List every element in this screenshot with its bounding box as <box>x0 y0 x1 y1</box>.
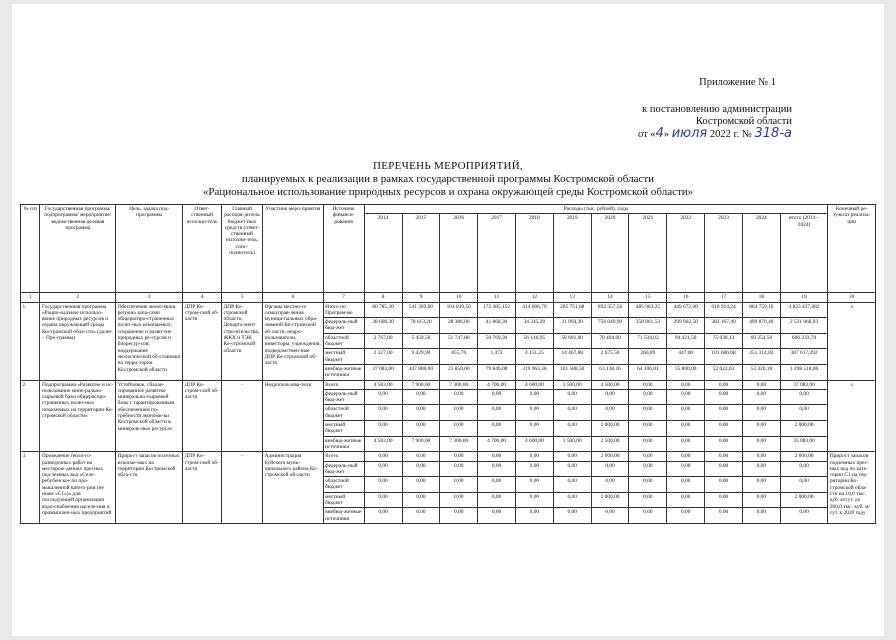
row-value: 0,00 <box>364 461 402 477</box>
row-value: 0,00 <box>440 389 478 405</box>
row-value: 2 675,50 <box>591 349 629 365</box>
row-value: 0,00 <box>742 421 780 437</box>
resolution-number-handwritten: 318-а <box>754 126 792 141</box>
row-manager: - <box>222 452 263 524</box>
row-value: 63 138,16 <box>591 364 629 380</box>
row-source: областной бюджет <box>323 405 364 421</box>
header-year: 2021 <box>629 214 667 293</box>
row-value: 0,00 <box>553 389 591 405</box>
row-value: 0,00 <box>742 492 780 508</box>
row-value: 0,00 <box>591 477 629 493</box>
row-value: 28 386,00 <box>440 318 478 334</box>
header-program: Государственная программа/ подпрограмма/ мероприятие/ ведомственная целевая программа <box>40 205 116 293</box>
row-program: Проведение геоло-го-разведочных работ на месторож-дениях пресных под-земных вод «Селе-ребубенское по про-мышленной катего-рии (не ниже «C1»)» для последующей организации водо-снабжения населе-ния и промышлен-ных предприятий <box>40 452 116 524</box>
row-value: 14 467,88 <box>553 349 591 365</box>
column-number: 14 <box>591 293 629 302</box>
row-value: 50 769,30 <box>478 333 516 349</box>
column-number: 2 <box>40 293 116 302</box>
row-value: 0,00 <box>515 389 553 405</box>
column-number: 11 <box>478 293 516 302</box>
header-year: 2015 <box>402 214 440 293</box>
row-value: 53 320,18 <box>742 364 780 380</box>
header-result: Конечный ре-зультат реализа-ции <box>828 205 876 293</box>
row-value: 9 429,90 <box>402 349 440 365</box>
column-number: 4 <box>183 293 222 302</box>
row-value: 0,00 <box>629 477 667 493</box>
row-source: внебюд-жетные источники <box>323 364 364 380</box>
row-value: 260,89 <box>629 349 667 365</box>
column-number: 13 <box>553 293 591 302</box>
document-page <box>12 4 884 636</box>
row-value: 64 106,81 <box>629 364 667 380</box>
row-value: 485 963,25 <box>629 302 667 318</box>
row-value: 251 314,02 <box>742 349 780 365</box>
row-value: 2 000,00 <box>591 421 629 437</box>
column-number: 12 <box>515 293 553 302</box>
row-source: федераль-ный бюд-жет <box>323 318 364 334</box>
row-source: областной бюджет <box>323 477 364 493</box>
header-year: 2014 <box>364 214 402 293</box>
column-number: 6 <box>263 293 324 302</box>
row-value: 56 146,95 <box>515 333 553 349</box>
row-value: 0,00 <box>591 405 629 421</box>
row-value: 0,00 <box>705 452 743 461</box>
row-value: 0,00 <box>667 389 705 405</box>
row-value: 0,00 <box>402 461 440 477</box>
row-value: 0,00 <box>478 508 516 524</box>
row-value: 0,00 <box>742 405 780 421</box>
resolution-line-2: Костромской области <box>695 116 792 127</box>
row-value: 0,00 <box>591 389 629 405</box>
row-value: 0,00 <box>629 421 667 437</box>
row-value: 2 531 068,03 <box>780 318 828 334</box>
row-value: 0,00 <box>742 389 780 405</box>
row-value: 205 751,68 <box>553 302 591 318</box>
row-value: 34 345,20 <box>515 318 553 334</box>
row-value: 0,00 <box>515 461 553 477</box>
row-responsible: ДПР Ко-стром-ской об-ласти <box>183 380 222 452</box>
row-value: 2 327,00 <box>364 349 402 365</box>
row-manager: ДПР Ко-стромской области, Департа-мент стро-ительства, ЖКХ и ТЭК Ко-стромской области <box>222 302 263 380</box>
row-value: 0,00 <box>629 436 667 452</box>
row-value: 75 038,13 <box>705 333 743 349</box>
row-value: 382 167,40 <box>705 318 743 334</box>
row-value: 101 686,68 <box>705 349 743 365</box>
header-goal: Цель, задача под-программы <box>116 205 183 293</box>
row-value: 0,00 <box>478 421 516 437</box>
row-value: 0,00 <box>478 477 516 493</box>
row-value: 78 613,20 <box>402 318 440 334</box>
column-number: 7 <box>323 293 364 302</box>
row-value: 0,00 <box>742 452 780 461</box>
row-value: 0,00 <box>402 389 440 405</box>
header-year: 2020 <box>591 214 629 293</box>
row-value: 5 459,50 <box>402 333 440 349</box>
row-value: 0,00 <box>629 380 667 389</box>
row-value: 2 000,00 <box>780 421 828 437</box>
row-value: 0,00 <box>515 508 553 524</box>
column-number-row <box>21 293 876 302</box>
document-title <box>12 160 884 199</box>
row-value: 0,00 <box>364 421 402 437</box>
row-value: 0,00 <box>440 461 478 477</box>
row-value: 0,00 <box>705 405 743 421</box>
row-number: 3. <box>21 452 40 524</box>
row-value: 0,00 <box>402 477 440 493</box>
row-value: 172 485,152 <box>478 302 516 318</box>
row-value: 2 767,00 <box>364 333 402 349</box>
row-value: 35 083,00 <box>780 436 828 452</box>
column-number: 19 <box>780 293 828 302</box>
row-value: 449 672,00 <box>667 302 705 318</box>
row-value: 101 588,50 <box>553 364 591 380</box>
title-line-2: планируемых к реализации в рамках государственной программы Костромской области <box>241 173 655 185</box>
measures-table <box>20 204 876 524</box>
row-value: 0,00 <box>364 452 402 461</box>
row-value: 2 000,00 <box>591 452 629 461</box>
table-row <box>21 302 876 318</box>
row-value: 0,00 <box>705 477 743 493</box>
row-value: 41 868,30 <box>478 318 516 334</box>
title-line-3: «Рациональное использование природных ресурсов и охрана окружающей среды Костромской области» <box>202 186 694 198</box>
row-value: 0,00 <box>440 452 478 461</box>
row-value: 4 600,00 <box>515 380 553 389</box>
row-value: 58 601,00 <box>553 333 591 349</box>
row-value: 0,00 <box>478 452 516 461</box>
row-participants: Администрация Буйского муни-ципального района Ко-стромской об-ласти <box>263 452 324 524</box>
row-value: 892 357,56 <box>591 302 629 318</box>
row-value: 541 302,60 <box>402 302 440 318</box>
row-value: 0,00 <box>553 452 591 461</box>
column-number: 15 <box>629 293 667 302</box>
row-value: 0,00 <box>667 421 705 437</box>
row-value: 0,00 <box>667 405 705 421</box>
table-body <box>21 302 876 523</box>
row-value: 37 083,00 <box>364 364 402 380</box>
row-value: 70 494,00 <box>591 333 629 349</box>
row-value: 4 583,00 <box>364 436 402 452</box>
row-value: 0,00 <box>667 477 705 493</box>
row-value: 51 747,80 <box>440 333 478 349</box>
row-value: 4 700,00 <box>478 380 516 389</box>
row-value: 0,00 <box>402 421 440 437</box>
header-expenses: Расходы (тыс. рублей), годы <box>364 205 828 214</box>
row-value: 52 022,03 <box>705 364 743 380</box>
row-source: федераль-ный бюд-жет <box>323 389 364 405</box>
row-value: 864 759,10 <box>742 302 780 318</box>
header-year: 2018 <box>515 214 553 293</box>
header-participants: Участник меро-приятия <box>263 205 324 293</box>
row-value: 79 846,08 <box>478 364 516 380</box>
row-value: 0,00 <box>553 421 591 437</box>
column-number: 8 <box>364 293 402 302</box>
date-month-handwritten: июля <box>671 126 708 141</box>
row-value: 4 151,25 <box>515 349 553 365</box>
row-result: Прирост запасов подземных прес-ных вод по кате-гории C1 на тер-ритории Ко-стромской обла-сти на 10,0 тыс. куб. м/сут. до 360,0 тыс. куб. м/сут. к 2020 году <box>828 452 876 524</box>
header-year: 2017 <box>478 214 516 293</box>
column-number: 5 <box>222 293 263 302</box>
row-value: 0,00 <box>780 508 828 524</box>
row-value: 0,00 <box>667 452 705 461</box>
date-day-handwritten: 4 <box>655 126 664 141</box>
row-value: 37 083,00 <box>780 380 828 389</box>
row-value: 0,00 <box>780 461 828 477</box>
row-responsible: ДПР Ко-стром-ской об-ласти <box>183 302 222 380</box>
date-year: 2022 г. № <box>709 129 752 140</box>
row-value: 0,00 <box>478 492 516 508</box>
row-value: 0,00 <box>515 477 553 493</box>
row-value: 0,00 <box>780 405 828 421</box>
row-value: 299 003,50 <box>667 318 705 334</box>
column-number: 20 <box>828 293 876 302</box>
row-goal: Прирост запасов полезных ископае-мых на территории Костромской обла-сти <box>116 452 183 524</box>
row-program: Подпрограмма «Развитие и ис-пользование мине-рально-сырьевой базы общераспро-страненных полез-ных ископаемых на территории Ко-стромской области» <box>40 380 116 452</box>
row-value: 4 700,00 <box>478 436 516 452</box>
column-number: 17 <box>705 293 743 302</box>
row-value: 0,00 <box>402 508 440 524</box>
row-value: 0,00 <box>478 461 516 477</box>
row-value: 0,00 <box>402 405 440 421</box>
date-prefix: от « <box>637 129 656 140</box>
row-value: 23 850,00 <box>440 364 478 380</box>
row-value: 2 000,00 <box>591 492 629 508</box>
row-value: 0,00 <box>402 452 440 461</box>
row-value: 2 500,00 <box>591 436 629 452</box>
header-year: 2022 <box>667 214 705 293</box>
header-year: 2016 <box>440 214 478 293</box>
row-value: 80 785,30 <box>364 302 402 318</box>
column-number: 1 <box>21 293 40 302</box>
row-value: 1 298 518,06 <box>780 364 828 380</box>
row-value: 0,00 <box>629 389 667 405</box>
row-value: 0,00 <box>742 461 780 477</box>
row-value: 0,00 <box>705 436 743 452</box>
row-value: 7 300,00 <box>440 436 478 452</box>
row-value: 319 963,30 <box>515 364 553 380</box>
row-value: 0,00 <box>591 508 629 524</box>
row-manager: - <box>222 380 263 452</box>
header-total: итого (2014 – 2024) <box>780 214 828 293</box>
row-value: 0,00 <box>440 492 478 508</box>
row-source: Всего <box>323 452 364 461</box>
row-value: 0,00 <box>478 389 516 405</box>
row-value: 0,00 <box>667 508 705 524</box>
row-value: 1,472 <box>478 349 516 365</box>
column-number: 3 <box>116 293 183 302</box>
column-number: 18 <box>742 293 780 302</box>
row-value: 0,00 <box>629 452 667 461</box>
row-source: областной бюджет <box>323 333 364 349</box>
resolution-block <box>592 104 792 141</box>
row-value: 0,00 <box>515 452 553 461</box>
row-value: 0,00 <box>742 436 780 452</box>
row-value: 4 583,00 <box>364 380 402 389</box>
row-value: 0,00 <box>402 492 440 508</box>
row-value: 0,00 <box>440 405 478 421</box>
row-source: Итого по Програм-ме <box>323 302 364 318</box>
row-value: 0,00 <box>780 477 828 493</box>
row-value: 38 608,30 <box>364 318 402 334</box>
row-value: 0,00 <box>705 389 743 405</box>
date-mid: » <box>663 129 670 140</box>
row-program: Государственная программа «Рацио-нальное использо-вание природных ресурсов и охрана окружающей среды Костромской обла-сти» (далее – Про-грамма) <box>40 302 116 380</box>
row-source: местный бюджет <box>323 492 364 508</box>
row-value: 71 534,02 <box>629 333 667 349</box>
row-value: 104 839,50 <box>440 302 478 318</box>
row-value: 0,00 <box>705 421 743 437</box>
row-source: местный бюджет <box>323 349 364 365</box>
header-manager: Главный распоря-дитель бюджет-ных средств (ответ-ственный исполни-тель, соис-полнитель) <box>222 205 263 293</box>
row-value: 0,00 <box>705 380 743 389</box>
row-value: 0,00 <box>364 492 402 508</box>
row-number: 1. <box>21 302 40 380</box>
row-value: 0,00 <box>742 477 780 493</box>
row-source: местный бюджет <box>323 421 364 437</box>
row-value: 7 900,00 <box>402 380 440 389</box>
row-value: 0,00 <box>440 477 478 493</box>
row-value: 0,00 <box>629 405 667 421</box>
row-value: 2 000,00 <box>780 492 828 508</box>
row-value: 447,00 <box>667 349 705 365</box>
table-row <box>21 380 876 389</box>
row-value: 0,00 <box>440 508 478 524</box>
row-responsible: ДПР Ко-стром-ской об-ласти <box>183 452 222 524</box>
row-value: 3 500,00 <box>553 380 591 389</box>
row-value: 0,00 <box>667 492 705 508</box>
column-number: 9 <box>402 293 440 302</box>
row-value: 0,00 <box>742 380 780 389</box>
row-value: 0,00 <box>591 461 629 477</box>
row-value: 0,00 <box>364 477 402 493</box>
row-value: 0,00 <box>629 508 667 524</box>
row-value: 447 800,00 <box>402 364 440 380</box>
header-year: 2023 <box>705 214 743 293</box>
row-value: 0,00 <box>515 492 553 508</box>
table-row <box>21 452 876 461</box>
row-value: 0,00 <box>780 389 828 405</box>
column-number: 10 <box>440 293 478 302</box>
row-value: 387 617,292 <box>780 349 828 365</box>
row-value: 4 600,00 <box>515 436 553 452</box>
row-value: 0,00 <box>742 508 780 524</box>
row-participants: Недропользова-тели <box>263 380 324 452</box>
row-value: 4 823 437,082 <box>780 302 828 318</box>
row-value: 3 500,00 <box>553 436 591 452</box>
row-value: 0,00 <box>667 380 705 389</box>
row-goal: Обеспечение эконо-мики региона запа-сами общераспро-страненных полез-ных ископаемых; сохранение и разви-тие природных ре-сурсов и биоресур-сов; поддержание экологической об-становки на терри-тории Костромской области <box>116 302 183 380</box>
row-value: 606 233,70 <box>780 333 828 349</box>
row-value: 756 049,90 <box>591 318 629 334</box>
row-value: 0,00 <box>553 508 591 524</box>
row-value: 350 061,53 <box>629 318 667 334</box>
row-value: 0,00 <box>705 461 743 477</box>
row-value: 94 421,50 <box>667 333 705 349</box>
appendix-label: Приложение № 1 <box>699 77 776 88</box>
row-value: 0,00 <box>705 508 743 524</box>
row-value: 0,00 <box>553 492 591 508</box>
row-source: Всего <box>323 380 364 389</box>
row-value: 7 300,00 <box>440 380 478 389</box>
row-value: 0,00 <box>553 461 591 477</box>
row-value: 0,00 <box>629 461 667 477</box>
header-row <box>21 205 876 214</box>
header-year: 2019 <box>553 214 591 293</box>
row-value: 2 000,00 <box>780 452 828 461</box>
row-number: 2. <box>21 380 40 452</box>
row-value: 0,00 <box>364 389 402 405</box>
row-value: 69 254,50 <box>742 333 780 349</box>
row-value: 4 500,00 <box>591 380 629 389</box>
row-value: 855,70 <box>440 349 478 365</box>
header-source: Источник финанси-рования <box>323 205 364 293</box>
row-value: 0,00 <box>440 421 478 437</box>
row-value: 0,00 <box>478 405 516 421</box>
row-goal: Устойчивое, сбалан-сированное развитие минерально-сырьевой базы с гарантированным обеспечением по-требности экономи-ки Костромской области в минераль-ных ресурсах <box>116 380 183 452</box>
row-value: 0,00 <box>515 421 553 437</box>
row-value: 0,00 <box>667 436 705 452</box>
row-result: x <box>828 302 876 380</box>
header-year: 2024 <box>742 214 780 293</box>
row-value: 0,00 <box>515 405 553 421</box>
title-line-1: ПЕРЕЧЕНЬ МЕРОПРИЯТИЙ, <box>372 160 524 172</box>
row-value: 414 606,70 <box>515 302 553 318</box>
resolution-line-1: к постановлению администрации <box>642 104 792 115</box>
row-source: внебюд-жетные источники <box>323 508 364 524</box>
row-value: 0,00 <box>364 508 402 524</box>
row-source: федераль-ный бюд-жет <box>323 461 364 477</box>
row-value: 0,00 <box>364 405 402 421</box>
row-participants: Органы местно-го самоуправ-ления муници-пальных обра-зований Ко-стромской об-ласти, недро-пользователи, инвесторы, учреждения, подведомствен-ные ДПР Ко-стромской об-ласти <box>263 302 324 380</box>
row-value: 0,00 <box>629 492 667 508</box>
row-value: 0,00 <box>553 405 591 421</box>
row-value: 490 870,40 <box>742 318 780 334</box>
row-value: 610 914,24 <box>705 302 743 318</box>
header-responsible: Ответ-ственный исполни-тель <box>183 205 222 293</box>
row-value: 0,00 <box>705 492 743 508</box>
table-header <box>21 205 876 303</box>
row-value: 31 094,30 <box>553 318 591 334</box>
row-value: 0,00 <box>553 477 591 493</box>
row-value: 0,00 <box>667 461 705 477</box>
column-number: 16 <box>667 293 705 302</box>
row-value: 55 800,00 <box>667 364 705 380</box>
row-result: x <box>828 380 876 452</box>
resolution-date <box>592 128 792 141</box>
row-value: 7 900,00 <box>402 436 440 452</box>
header-no: № п/п <box>21 205 40 293</box>
row-source: внебюд-жетные источники <box>323 436 364 452</box>
